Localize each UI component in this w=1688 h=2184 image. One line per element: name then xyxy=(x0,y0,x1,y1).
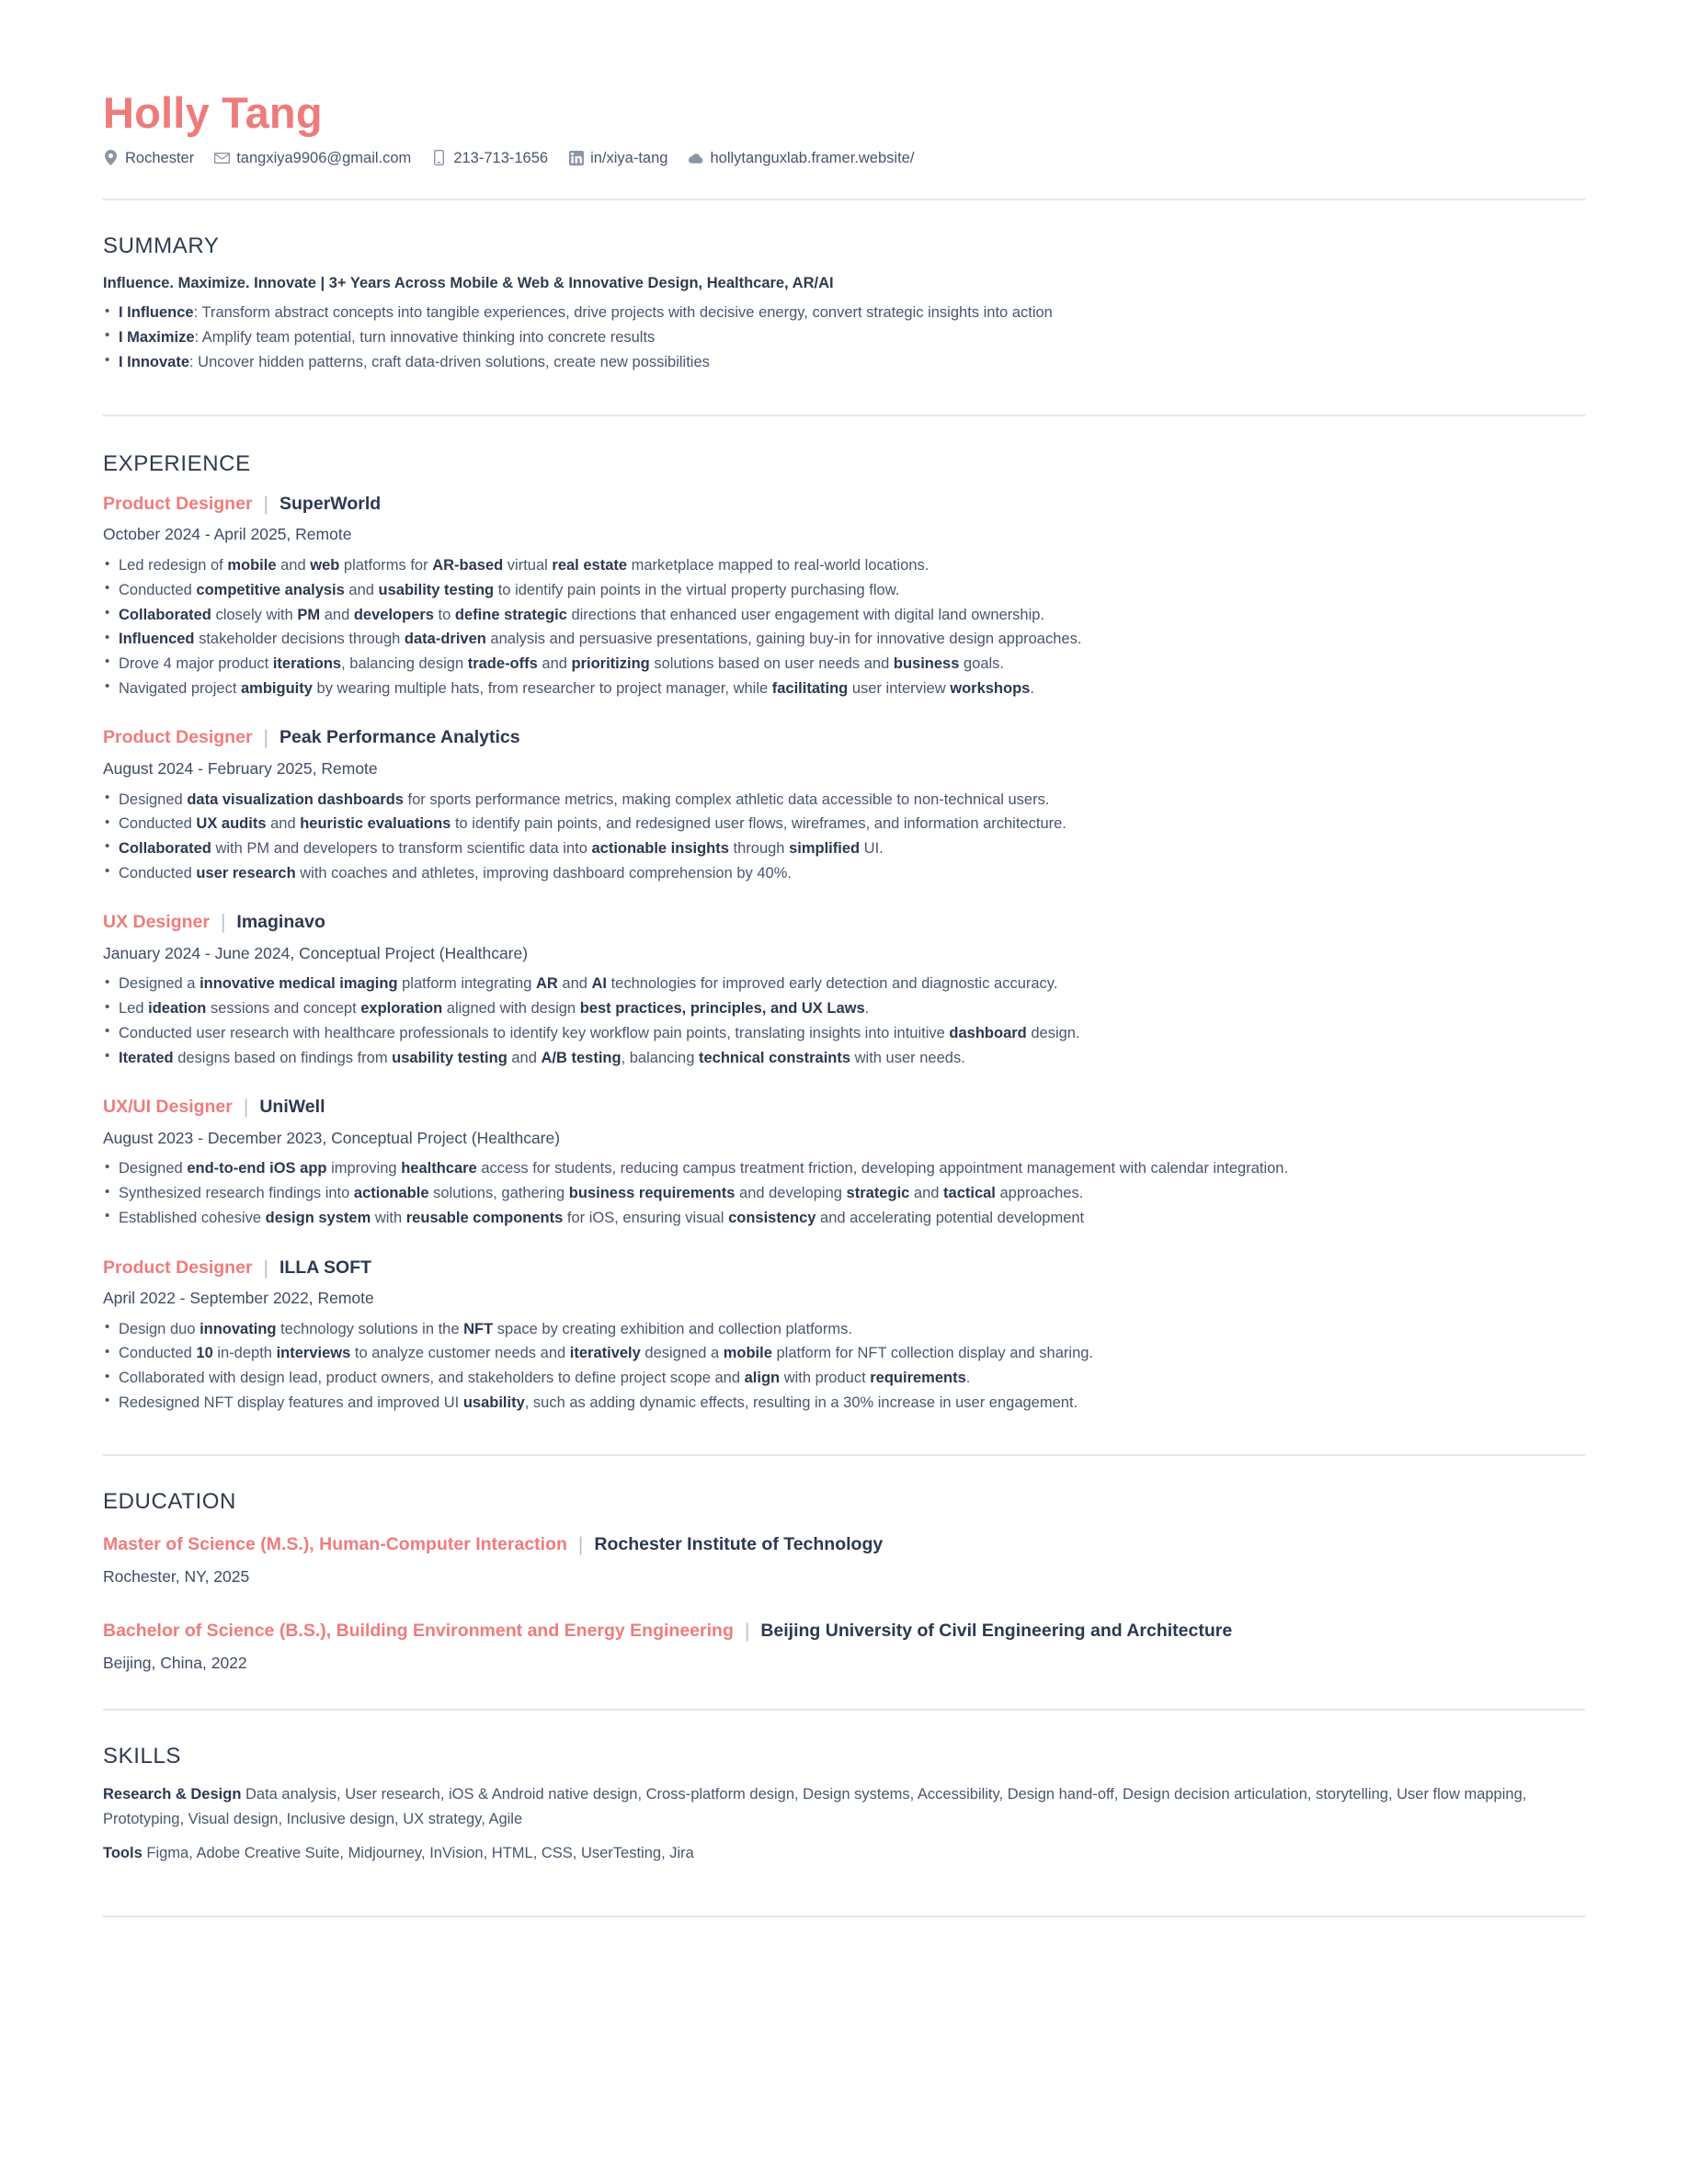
section-skills xyxy=(103,1711,1585,1866)
skills-group-label: Tools xyxy=(103,1844,143,1861)
contact-linkedin-text: in/xiya-tang xyxy=(590,149,668,166)
education-entry-head xyxy=(103,1618,1585,1643)
job-bullets xyxy=(103,1156,1585,1230)
summary-bullet-rest: : Amplify team potential, turn innovative thinking into concrete results xyxy=(194,328,656,346)
job-separator: | xyxy=(243,1097,249,1119)
list-item: • Design duo innovating technology solutions in the NFT space by creating exhibition and collection platforms. xyxy=(103,1317,1585,1342)
skills-group-value: Data analysis, User research, iOS & Android native design, Cross-platform design, Design systems, Accessibility, Design hand-off, Design decision articulation, storytelling, User flow mapping, Prototyping, Visual design, Inclusive design, UX strategy, Agile xyxy=(103,1786,1527,1828)
list-item xyxy=(103,301,1585,325)
contact-row xyxy=(103,150,1585,165)
list-item: • Collaborated with PM and developers to transform scientific data into actionable insights through simplified UI. xyxy=(103,836,1585,861)
contact-location xyxy=(103,150,194,165)
summary-bullet-lead: I Influence xyxy=(119,304,194,322)
education-location-year: Rochester, NY, 2025 xyxy=(103,1566,250,1586)
education-list xyxy=(103,1531,1585,1673)
summary-heading: SUMMARY xyxy=(103,233,220,259)
experience-entry-head xyxy=(103,1094,1585,1119)
job-company: ILLA SOFT xyxy=(279,1257,372,1278)
list-item xyxy=(103,350,1585,375)
job-dates-location: October 2024 - April 2025, Remote xyxy=(103,525,352,544)
skills-heading: SKILLS xyxy=(103,1743,181,1769)
education-heading: EDUCATION xyxy=(103,1488,236,1514)
skills-group xyxy=(103,1782,1585,1831)
divider-bottom xyxy=(103,1916,1585,1917)
list-item: • Led redesign of mobile and web platforms for AR-based virtual real estate marketplace mapped to real-world locations. xyxy=(103,553,1585,578)
education-separator: | xyxy=(577,1534,584,1556)
job-separator: | xyxy=(263,1257,269,1279)
list-item: • Established cohesive design system with reusable components for iOS, ensuring visual consistency and accelerating potential development xyxy=(103,1206,1585,1231)
list-item: • Conducted competitive analysis and usability testing to identify pain points in the virtual property purchasing flow. xyxy=(103,578,1585,603)
job-company: SuperWorld xyxy=(279,494,382,515)
list-item: • Led ideation sessions and concept exploration aligned with design best practices, principles, and UX Laws. xyxy=(103,996,1585,1021)
experience-entry-head xyxy=(103,491,1585,516)
job-bullets xyxy=(103,1317,1585,1416)
education-entry-head xyxy=(103,1531,1585,1556)
list-item: • Iterated designs based on findings from usability testing and A/B testing, balancing technical constraints with user needs. xyxy=(103,1046,1585,1071)
experience-entry xyxy=(103,1255,1585,1416)
education-school: Beijing University of Civil Engineering and Architecture xyxy=(760,1621,1233,1642)
job-company: Imaginavo xyxy=(236,912,325,933)
job-company: Peak Performance Analytics xyxy=(279,727,520,748)
skills-list xyxy=(103,1782,1585,1865)
experience-entry-head xyxy=(103,724,1585,749)
education-school: Rochester Institute of Technology xyxy=(594,1534,884,1555)
job-separator: | xyxy=(220,912,226,934)
job-title: Product Designer xyxy=(103,1257,253,1278)
job-bullets xyxy=(103,788,1585,886)
contact-location-text: Rochester xyxy=(125,149,195,166)
page-title: Holly Tang xyxy=(103,88,323,137)
list-item: • Conducted 10 in-depth interviews to analyze customer needs and iteratively designed a mobile platform for NFT collection display and sharing. xyxy=(103,1341,1585,1366)
contact-email[interactable] xyxy=(214,150,411,165)
experience-list xyxy=(103,491,1585,1416)
list-item: • Navigated project ambiguity by wearing multiple hats, from researcher to project manager, while facilitating user interview workshops. xyxy=(103,677,1585,701)
education-entry xyxy=(103,1618,1585,1673)
list-item: • Designed data visualization dashboards for sports performance metrics, making complex athletic data accessible to non-technical users. xyxy=(103,788,1585,813)
job-dates-location: January 2024 - June 2024, Conceptual Project (Healthcare) xyxy=(103,943,529,962)
section-education xyxy=(103,1456,1585,1674)
list-item xyxy=(103,325,1585,350)
education-location-year: Beijing, China, 2022 xyxy=(103,1653,247,1672)
resume-header xyxy=(103,0,1585,165)
education-entry xyxy=(103,1531,1585,1587)
skills-group-label: Research & Design xyxy=(103,1786,242,1803)
experience-heading: EXPERIENCE xyxy=(103,451,251,477)
skills-group xyxy=(103,1841,1585,1866)
cloud-icon xyxy=(688,150,703,165)
job-company: UniWell xyxy=(259,1097,325,1118)
experience-entry xyxy=(103,491,1585,700)
experience-entry xyxy=(103,724,1585,885)
contact-phone xyxy=(431,150,548,165)
education-separator: | xyxy=(744,1621,750,1643)
summary-bullet-rest: : Uncover hidden patterns, craft data-driven solutions, create new possibilities xyxy=(189,353,710,370)
summary-bullets xyxy=(103,301,1585,374)
summary-bullet-lead: I Maximize xyxy=(119,328,195,346)
list-item: • Designed end-to-end iOS app improving healthcare access for students, reducing campus treatment friction, developing appointment management with calendar integration. xyxy=(103,1156,1585,1181)
education-degree: Master of Science (M.S.), Human-Computer Interaction xyxy=(103,1534,567,1555)
list-item: • Collaborated closely with PM and developers to define strategic directions that enhanced user engagement with digital land ownership. xyxy=(103,603,1585,628)
list-item: • Conducted user research with healthcare professionals to identify key workflow pain points, translating insights into intuitive dashboard design. xyxy=(103,1021,1585,1046)
location-pin-icon xyxy=(103,150,119,165)
summary-tagline: Influence. Maximize. Innovate | 3+ Years Across Mobile & Web & Innovative Design, Healthcare, AR/AI xyxy=(103,275,834,292)
list-item: • Influenced stakeholder decisions through data-driven analysis and persuasive presentations, gaining buy-in for innovative design approaches. xyxy=(103,627,1585,652)
job-title: UX Designer xyxy=(103,912,210,933)
job-bullets xyxy=(103,972,1585,1070)
experience-entry xyxy=(103,909,1585,1070)
contact-email-text: tangxiya9906@gmail.com xyxy=(236,149,412,166)
education-degree: Bachelor of Science (B.S.), Building Environment and Energy Engineering xyxy=(103,1621,734,1642)
job-bullets xyxy=(103,553,1585,700)
experience-entry-head xyxy=(103,909,1585,934)
list-item: • Synthesized research findings into actionable solutions, gathering business requirements and developing strategic and tactical approaches. xyxy=(103,1181,1585,1206)
contact-website-text: hollytanguxlab.framer.website/ xyxy=(710,149,915,166)
job-title: Product Designer xyxy=(103,727,253,748)
contact-linkedin[interactable] xyxy=(568,150,667,165)
phone-icon xyxy=(431,150,447,165)
job-dates-location: April 2022 - September 2022, Remote xyxy=(103,1288,374,1307)
job-title: UX/UI Designer xyxy=(103,1097,233,1118)
contact-website[interactable] xyxy=(688,150,914,165)
linkedin-icon xyxy=(568,150,584,165)
job-separator: | xyxy=(263,494,269,516)
job-dates-location: August 2023 - December 2023, Conceptual Project (Healthcare) xyxy=(103,1128,561,1147)
summary-bullet-lead: I Innovate xyxy=(119,353,190,370)
list-item: • Drove 4 major product iterations, balancing design trade-offs and prioritizing solutions based on user needs and business goals. xyxy=(103,652,1585,677)
section-summary xyxy=(103,200,1585,374)
job-separator: | xyxy=(263,727,269,749)
job-dates-location: August 2024 - February 2025, Remote xyxy=(103,758,378,778)
list-item: • Designed a innovative medical imaging platform integrating AR and AI technologies for improved early detection and diagnostic accuracy. xyxy=(103,972,1585,996)
list-item: • Conducted user research with coaches and athletes, improving dashboard comprehension by 40%. xyxy=(103,861,1585,886)
list-item: • Conducted UX audits and heuristic evaluations to identify pain points, and redesigned user flows, wireframes, and information architecture. xyxy=(103,812,1585,836)
envelope-icon xyxy=(214,150,230,165)
job-title: Product Designer xyxy=(103,494,253,515)
summary-bullet-rest: : Transform abstract concepts into tangible experiences, drive projects with decisive energy, convert strategic insights into action xyxy=(193,304,1053,322)
section-experience xyxy=(103,416,1585,1415)
experience-entry xyxy=(103,1094,1585,1230)
skills-group-value: Figma, Adobe Creative Suite, Midjourney, InVision, HTML, CSS, UserTesting, Jira xyxy=(142,1844,694,1861)
list-item: • Redesigned NFT display features and improved UI usability, such as adding dynamic effects, resulting in a 30% increase in user engagement. xyxy=(103,1391,1585,1416)
contact-phone-text: 213-713-1656 xyxy=(453,149,549,166)
experience-entry-head xyxy=(103,1255,1585,1280)
list-item: • Collaborated with design lead, product owners, and stakeholders to define project scope and align with product requirements. xyxy=(103,1366,1585,1391)
